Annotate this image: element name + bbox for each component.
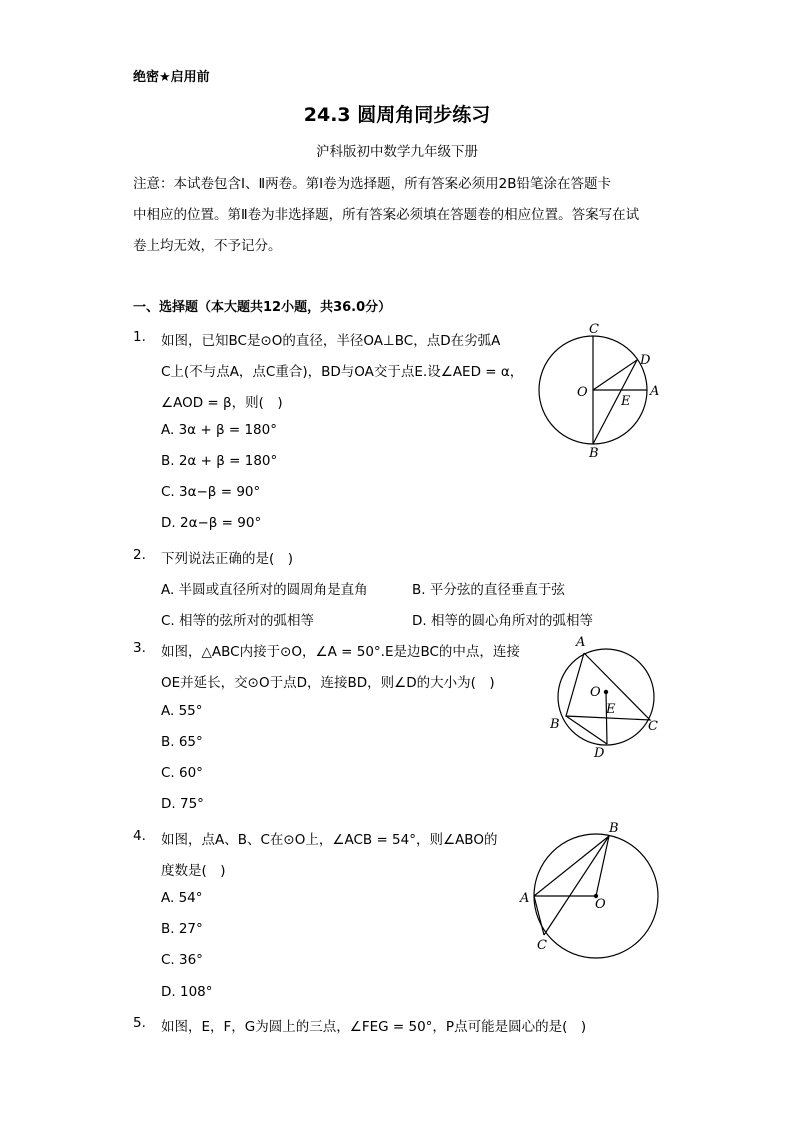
option-d: D. 相等的圆心角所对的弧相等 <box>412 613 593 629</box>
label-a: A <box>576 635 586 650</box>
option-a: A. 55° <box>161 703 203 719</box>
label-c: C <box>537 938 547 953</box>
label-b: B <box>609 821 619 836</box>
label-o: O <box>595 897 606 912</box>
notice-line: 中相应的位置。第Ⅱ卷为非选择题，所有答案必须填在答题卷的相应位置。答案写在试 <box>133 207 640 223</box>
question-text: 如图，点A、B、C在⊙O上，∠ACB = 54°，则∠ABO的 <box>161 832 498 848</box>
label-b: B <box>550 717 560 732</box>
label-a: A <box>520 891 530 906</box>
option-b: B. 2α + β = 180° <box>161 453 278 469</box>
label-c: C <box>648 719 658 734</box>
question-number: 1. <box>133 329 146 345</box>
label-e: E <box>606 702 616 717</box>
question-number: 4. <box>133 828 146 844</box>
question-text: 如图，E，F，G为圆上的三点，∠FEG = 50°，P点可能是圆心的是( ) <box>161 1019 587 1035</box>
figure-q4 <box>515 818 665 963</box>
option-d: D. 108° <box>161 984 213 1000</box>
figure-q3 <box>540 630 670 765</box>
question-number: 3. <box>133 640 146 656</box>
question-text: C上(不与点A，点C重合)，BD与OA交于点E.设∠AED = α， <box>161 364 524 380</box>
question-number: 2. <box>133 547 146 563</box>
question-text: 如图，△ABC内接于⊙O，∠A = 50°.E是边BC的中点，连接 <box>161 644 520 660</box>
option-d: D. 2α−β = 90° <box>161 515 262 531</box>
option-c: C. 36° <box>161 952 203 968</box>
option-b: B. 27° <box>161 921 203 937</box>
option-d: D. 75° <box>161 796 204 812</box>
option-a: A. 54° <box>161 890 203 906</box>
label-b: B <box>589 446 599 461</box>
page-subtitle: 沪科版初中数学九年级下册 <box>316 144 478 160</box>
option-c: C. 60° <box>161 765 203 781</box>
option-c: C. 相等的弦所对的弧相等 <box>161 613 315 629</box>
notice-line: 注意：本试卷包含Ⅰ、Ⅱ两卷。第Ⅰ卷为选择题，所有答案必须用2B铅笔涂在答题卡 <box>133 176 611 192</box>
question-text: 如图，已知BC是⊙O的直径，半径OA⊥BC，点D在劣弧A <box>161 333 501 349</box>
option-c: C. 3α−β = 90° <box>161 484 261 500</box>
section-heading: 一、选择题（本大题共12小题，共36.0分） <box>133 300 392 315</box>
question-number: 5. <box>133 1015 146 1031</box>
option-b: B. 平分弦的直径垂直于弦 <box>412 582 565 598</box>
label-d: D <box>640 353 651 368</box>
label-o: O <box>577 385 588 400</box>
option-a: A. 3α + β = 180° <box>161 422 277 438</box>
label-a: A <box>650 384 660 399</box>
question-text: 度数是( ) <box>161 863 226 879</box>
label-d: D <box>594 746 605 761</box>
figure-q1 <box>530 318 670 463</box>
label-e: E <box>621 394 631 409</box>
label-o: O <box>590 685 601 700</box>
question-text: OE并延长，交⊙O于点D，连接BD，则∠D的大小为( ) <box>161 675 495 691</box>
notice-line: 卷上均无效，不予记分。 <box>133 238 282 254</box>
confidential-label: 绝密★启用前 <box>133 70 210 85</box>
option-b: B. 65° <box>161 734 203 750</box>
question-text: 下列说法正确的是( ) <box>161 551 294 567</box>
label-c: C <box>589 322 599 337</box>
option-a: A. 半圆或直径所对的圆周角是直角 <box>161 582 368 598</box>
page-title: 24.3 圆周角同步练习 <box>303 104 491 126</box>
question-text: ∠AOD = β，则( ) <box>161 395 283 411</box>
